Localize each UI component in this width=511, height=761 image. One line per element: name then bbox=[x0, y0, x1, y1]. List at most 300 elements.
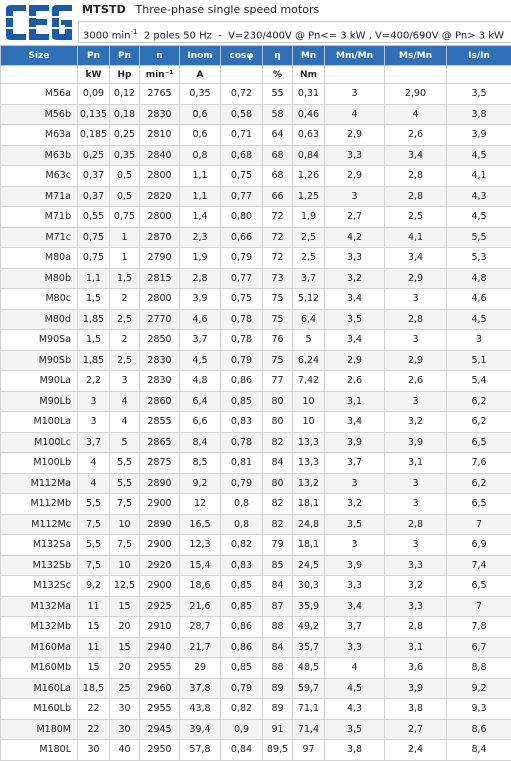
table-row bbox=[1, 473, 511, 494]
table-cell: 1,25 bbox=[293, 186, 325, 207]
table-cell: 10 bbox=[110, 514, 140, 535]
table-row bbox=[1, 125, 511, 146]
unit-cell: kW bbox=[78, 66, 110, 84]
table-cell: 0,63 bbox=[293, 125, 325, 146]
table-cell: 0,71 bbox=[221, 125, 263, 146]
table-cell: 89 bbox=[263, 699, 293, 720]
table-cell: 3,7 bbox=[293, 268, 325, 289]
table-cell: 91 bbox=[263, 719, 293, 740]
speed-label: 3000 min bbox=[83, 30, 131, 42]
table-cell: 5,5 bbox=[447, 227, 511, 248]
subtitle-row bbox=[78, 21, 511, 43]
table-cell: 3,1 bbox=[385, 453, 447, 474]
unit-cell bbox=[1, 66, 78, 84]
table-cell: 89,5 bbox=[263, 740, 293, 761]
table-cell: 3 bbox=[385, 494, 447, 515]
table-cell: 55 bbox=[263, 84, 293, 105]
table-cell: 3 bbox=[385, 473, 447, 494]
table-cell: 3,4 bbox=[325, 289, 385, 310]
column-header: Pn bbox=[78, 46, 110, 66]
table-cell: 4,8 bbox=[447, 268, 511, 289]
table-cell: 7,5 bbox=[78, 555, 110, 576]
table-cell: 2790 bbox=[140, 248, 180, 269]
table-cell: 2900 bbox=[140, 494, 180, 515]
table-cell: 3,3 bbox=[325, 248, 385, 269]
table-cell: 2800 bbox=[140, 166, 180, 187]
table-cell: 2,8 bbox=[385, 617, 447, 638]
table-cell: 2830 bbox=[140, 371, 180, 392]
table-cell: 15 bbox=[110, 637, 140, 658]
table-cell: 2800 bbox=[140, 207, 180, 228]
table-cell: 2865 bbox=[140, 432, 180, 453]
company-logo bbox=[2, 3, 74, 42]
table-row bbox=[1, 576, 511, 597]
table-cell: 7,6 bbox=[447, 453, 511, 474]
table-cell: 2,5 bbox=[385, 207, 447, 228]
table-cell: 0,8 bbox=[221, 514, 263, 535]
table-cell: 9,3 bbox=[447, 699, 511, 720]
table-row bbox=[1, 453, 511, 474]
table-cell: 2,5 bbox=[293, 248, 325, 269]
table-row bbox=[1, 740, 511, 761]
table-cell: 3,8 bbox=[447, 104, 511, 125]
table-cell: 0,75 bbox=[221, 166, 263, 187]
table-cell: 7 bbox=[447, 596, 511, 617]
table-cell: 0,75 bbox=[78, 248, 110, 269]
table-row bbox=[1, 678, 511, 699]
table-cell: 24,5 bbox=[293, 555, 325, 576]
subtitle-text: 2 poles 50 Hz - V=230/400V @ Pn<= 3 kW , V=400/690V @ Pn> 3 kW bbox=[137, 30, 504, 42]
table-cell: 0,82 bbox=[221, 699, 263, 720]
table-cell: 80 bbox=[263, 412, 293, 433]
table-cell: 13,2 bbox=[293, 473, 325, 494]
table-cell: 16,5 bbox=[180, 514, 221, 535]
table-cell: 0,86 bbox=[221, 617, 263, 638]
table-cell: 4 bbox=[78, 453, 110, 474]
unit-cell: Hp bbox=[110, 66, 140, 84]
table-cell: 3,8 bbox=[325, 740, 385, 761]
table-cell: 1,5 bbox=[110, 268, 140, 289]
unit-cell bbox=[385, 66, 447, 84]
table-cell: 0,85 bbox=[221, 576, 263, 597]
title-row bbox=[82, 3, 319, 16]
table-cell: 6,4 bbox=[293, 309, 325, 330]
table-cell: 1,9 bbox=[180, 248, 221, 269]
table-cell: 2830 bbox=[140, 350, 180, 371]
table-cell: 84 bbox=[263, 453, 293, 474]
table-cell: 37,8 bbox=[180, 678, 221, 699]
table-cell: 2,8 bbox=[180, 268, 221, 289]
table-cell: 3 bbox=[385, 535, 447, 556]
motor-size-cell: M100Lb bbox=[1, 453, 78, 474]
table-cell: 2 bbox=[110, 289, 140, 310]
table-cell: 5,5 bbox=[78, 494, 110, 515]
table-cell: 2 bbox=[110, 330, 140, 351]
table-cell: 0,68 bbox=[221, 145, 263, 166]
table-cell: 3,2 bbox=[325, 494, 385, 515]
table-row bbox=[1, 371, 511, 392]
table-row bbox=[1, 227, 511, 248]
table-cell: 2,8 bbox=[385, 309, 447, 330]
table-cell: 0,82 bbox=[221, 535, 263, 556]
table-cell: 6,7 bbox=[447, 637, 511, 658]
table-cell: 3,9 bbox=[385, 678, 447, 699]
table-cell: 0,09 bbox=[78, 84, 110, 105]
motor-size-cell: M112Mc bbox=[1, 514, 78, 535]
table-cell: 75 bbox=[263, 309, 293, 330]
motor-size-cell: M56a bbox=[1, 84, 78, 105]
table-cell: 68 bbox=[263, 145, 293, 166]
table-cell: 0,6 bbox=[180, 125, 221, 146]
table-cell: 0,55 bbox=[78, 207, 110, 228]
unit-cell: min⁻¹ bbox=[140, 66, 180, 84]
table-cell: 3,9 bbox=[325, 432, 385, 453]
table-cell: 2870 bbox=[140, 227, 180, 248]
table-row bbox=[1, 248, 511, 269]
table-cell: 5 bbox=[293, 330, 325, 351]
table-cell: 2770 bbox=[140, 309, 180, 330]
table-cell: 3 bbox=[385, 289, 447, 310]
table-cell: 0,37 bbox=[78, 186, 110, 207]
table-cell: 2,9 bbox=[385, 350, 447, 371]
table-cell: 0,5 bbox=[110, 186, 140, 207]
table-cell: 0,79 bbox=[221, 473, 263, 494]
table-cell: 3,4 bbox=[325, 596, 385, 617]
header-row bbox=[1, 46, 511, 66]
table-cell: 29 bbox=[180, 658, 221, 679]
table-cell: 2,6 bbox=[325, 371, 385, 392]
table-cell: 30 bbox=[110, 699, 140, 720]
table-cell: 3,4 bbox=[385, 248, 447, 269]
table-cell: 82 bbox=[263, 514, 293, 535]
table-row bbox=[1, 514, 511, 535]
table-cell: 0,5 bbox=[110, 166, 140, 187]
table-cell: 2910 bbox=[140, 617, 180, 638]
table-cell: 0,84 bbox=[293, 145, 325, 166]
table-cell: 73 bbox=[263, 268, 293, 289]
table-row bbox=[1, 535, 511, 556]
table-cell: 2950 bbox=[140, 740, 180, 761]
motor-size-cell: M132Mb bbox=[1, 617, 78, 638]
table-cell: 4 bbox=[110, 391, 140, 412]
table-cell: 3,3 bbox=[385, 596, 447, 617]
table-cell: 2,2 bbox=[78, 371, 110, 392]
table-cell: 20 bbox=[110, 617, 140, 638]
table-cell: 6,5 bbox=[447, 432, 511, 453]
table-cell: 13,3 bbox=[293, 432, 325, 453]
table-cell: 11 bbox=[78, 637, 110, 658]
table-cell: 2,5 bbox=[293, 227, 325, 248]
table-cell: 3,1 bbox=[385, 637, 447, 658]
table-cell: 28,7 bbox=[180, 617, 221, 638]
table-cell: 8,4 bbox=[180, 432, 221, 453]
table-cell: 7 bbox=[447, 514, 511, 535]
table-cell: 3,3 bbox=[325, 637, 385, 658]
table-cell: 21,6 bbox=[180, 596, 221, 617]
table-cell: 66 bbox=[263, 186, 293, 207]
table-cell: 2,7 bbox=[325, 207, 385, 228]
table-cell: 6,2 bbox=[447, 412, 511, 433]
table-cell: 0,6 bbox=[180, 104, 221, 125]
table-cell: 1,9 bbox=[293, 207, 325, 228]
table-cell: 0,79 bbox=[221, 248, 263, 269]
table-cell: 3,4 bbox=[325, 412, 385, 433]
table-cell: 3,4 bbox=[325, 330, 385, 351]
table-cell: 75 bbox=[263, 289, 293, 310]
table-cell: 87 bbox=[263, 596, 293, 617]
motor-size-cell: M132Sa bbox=[1, 535, 78, 556]
table-cell: 1,1 bbox=[180, 166, 221, 187]
motor-size-cell: M180L bbox=[1, 740, 78, 761]
table-cell: 3,8 bbox=[385, 699, 447, 720]
table-cell: 18,6 bbox=[180, 576, 221, 597]
table-cell: 2920 bbox=[140, 555, 180, 576]
table-row bbox=[1, 186, 511, 207]
table-row bbox=[1, 494, 511, 515]
table-cell: 7,8 bbox=[447, 617, 511, 638]
table-cell: 0,66 bbox=[221, 227, 263, 248]
table-cell: 6,9 bbox=[447, 535, 511, 556]
column-header: Mn bbox=[293, 46, 325, 66]
table-cell: 2875 bbox=[140, 453, 180, 474]
table-cell: 2860 bbox=[140, 391, 180, 412]
table-cell: 3,3 bbox=[325, 145, 385, 166]
table-cell: 0,75 bbox=[110, 207, 140, 228]
table-cell: 0,72 bbox=[221, 84, 263, 105]
table-cell: 4 bbox=[78, 473, 110, 494]
table-cell: 0,25 bbox=[78, 145, 110, 166]
table-cell: 4,2 bbox=[325, 227, 385, 248]
table-row bbox=[1, 637, 511, 658]
table-cell: 7,5 bbox=[78, 514, 110, 535]
table-cell: 2900 bbox=[140, 576, 180, 597]
column-header: n bbox=[140, 46, 180, 66]
table-row bbox=[1, 289, 511, 310]
table-cell: 0,85 bbox=[221, 391, 263, 412]
table-cell: 3 bbox=[385, 330, 447, 351]
table-cell: 4,3 bbox=[325, 699, 385, 720]
motor-size-cell: M71b bbox=[1, 207, 78, 228]
table-row bbox=[1, 84, 511, 105]
table-cell: 3,7 bbox=[180, 330, 221, 351]
table-cell: 1 bbox=[110, 248, 140, 269]
column-header: cosφ bbox=[221, 46, 263, 66]
table-cell: 85 bbox=[263, 555, 293, 576]
table-cell: 2955 bbox=[140, 699, 180, 720]
table-cell: 68 bbox=[263, 166, 293, 187]
table-cell: 3 bbox=[325, 535, 385, 556]
table-cell: 25 bbox=[110, 678, 140, 699]
table-cell: 18,5 bbox=[78, 678, 110, 699]
table-cell: 9,2 bbox=[447, 678, 511, 699]
table-cell: 72 bbox=[263, 248, 293, 269]
table-cell: 0,31 bbox=[293, 84, 325, 105]
table-cell: 0,8 bbox=[221, 494, 263, 515]
table-cell: 0,79 bbox=[221, 678, 263, 699]
table-cell: 1,85 bbox=[78, 309, 110, 330]
table-cell: 0,8 bbox=[180, 145, 221, 166]
table-cell: 97 bbox=[293, 740, 325, 761]
table-cell: 3,7 bbox=[78, 432, 110, 453]
table-cell: 0,86 bbox=[221, 637, 263, 658]
table-cell: 24,8 bbox=[293, 514, 325, 535]
table-cell: 6,2 bbox=[447, 473, 511, 494]
table-cell: 2,3 bbox=[180, 227, 221, 248]
motor-size-cell: M90Sb bbox=[1, 350, 78, 371]
motor-size-cell: M63c bbox=[1, 166, 78, 187]
table-cell: 2890 bbox=[140, 514, 180, 535]
motor-size-cell: M90Sa bbox=[1, 330, 78, 351]
table-cell: 84 bbox=[263, 576, 293, 597]
table-cell: 2900 bbox=[140, 535, 180, 556]
table-cell: 2810 bbox=[140, 125, 180, 146]
table-row bbox=[1, 309, 511, 330]
table-cell: 48,5 bbox=[293, 658, 325, 679]
table-cell: 6,2 bbox=[447, 391, 511, 412]
table-row bbox=[1, 412, 511, 433]
table-cell: 2,9 bbox=[385, 268, 447, 289]
table-cell: 2800 bbox=[140, 289, 180, 310]
table-cell: 7,5 bbox=[110, 494, 140, 515]
table-cell: 8,6 bbox=[447, 719, 511, 740]
table-cell: 77 bbox=[263, 371, 293, 392]
table-cell: 13,3 bbox=[293, 453, 325, 474]
table-cell: 4,5 bbox=[447, 309, 511, 330]
table-cell: 3,4 bbox=[385, 145, 447, 166]
table-cell: 2,5 bbox=[110, 309, 140, 330]
table-cell: 2,5 bbox=[110, 350, 140, 371]
table-cell: 3,6 bbox=[385, 658, 447, 679]
table-cell: 0,86 bbox=[221, 371, 263, 392]
unit-cell: Nm bbox=[293, 66, 325, 84]
motor-size-cell: M80c bbox=[1, 289, 78, 310]
table-cell: 8,8 bbox=[447, 658, 511, 679]
column-header: Inom bbox=[180, 46, 221, 66]
table-row bbox=[1, 166, 511, 187]
column-header: Pn bbox=[110, 46, 140, 66]
table-cell: 2840 bbox=[140, 145, 180, 166]
table-cell: 5,5 bbox=[110, 473, 140, 494]
motor-size-cell: M112Ma bbox=[1, 473, 78, 494]
motor-size-cell: M112Mb bbox=[1, 494, 78, 515]
table-row bbox=[1, 104, 511, 125]
table-row bbox=[1, 555, 511, 576]
column-header: Is/In bbox=[447, 46, 511, 66]
table-cell: 0,79 bbox=[221, 350, 263, 371]
table-cell: 76 bbox=[263, 330, 293, 351]
table-row bbox=[1, 719, 511, 740]
table-cell: 2945 bbox=[140, 719, 180, 740]
table-cell: 40 bbox=[110, 740, 140, 761]
table-cell: 6,5 bbox=[447, 494, 511, 515]
table-body bbox=[1, 84, 511, 761]
table-cell: 6,5 bbox=[447, 576, 511, 597]
table-cell: 58 bbox=[263, 104, 293, 125]
table-cell: 2830 bbox=[140, 104, 180, 125]
motor-size-cell: M80b bbox=[1, 268, 78, 289]
table-cell: 15 bbox=[78, 617, 110, 638]
unit-cell: % bbox=[263, 66, 293, 84]
table-cell: 59,7 bbox=[293, 678, 325, 699]
motor-size-cell: M160Mb bbox=[1, 658, 78, 679]
table-cell: 18,1 bbox=[293, 535, 325, 556]
table-cell: 0,78 bbox=[221, 330, 263, 351]
table-cell: 2,9 bbox=[325, 125, 385, 146]
page-header bbox=[0, 0, 511, 45]
table-cell: 0,9 bbox=[221, 719, 263, 740]
table-cell: 2815 bbox=[140, 268, 180, 289]
table-cell: 1,1 bbox=[78, 268, 110, 289]
table-cell: 1,4 bbox=[180, 207, 221, 228]
table-cell: 11 bbox=[78, 596, 110, 617]
table-cell: 20 bbox=[110, 658, 140, 679]
unit-cell: A bbox=[180, 66, 221, 84]
table-cell: 6,6 bbox=[180, 412, 221, 433]
table-cell: 2940 bbox=[140, 637, 180, 658]
table-cell: 80 bbox=[263, 473, 293, 494]
table-cell: 3 bbox=[325, 84, 385, 105]
table-cell: 3,5 bbox=[325, 309, 385, 330]
table-cell: 72 bbox=[263, 207, 293, 228]
table-cell: 5 bbox=[110, 432, 140, 453]
table-cell: 0,37 bbox=[78, 166, 110, 187]
table-cell: 2925 bbox=[140, 596, 180, 617]
table-cell: 3 bbox=[78, 412, 110, 433]
table-cell: 2855 bbox=[140, 412, 180, 433]
motor-size-cell: M71a bbox=[1, 186, 78, 207]
table-cell: 0,75 bbox=[78, 227, 110, 248]
table-cell: 0,78 bbox=[221, 309, 263, 330]
table-cell: 5,12 bbox=[293, 289, 325, 310]
table-cell: 0,35 bbox=[110, 145, 140, 166]
motor-size-cell: M90Lb bbox=[1, 391, 78, 412]
motor-size-cell: M63a bbox=[1, 125, 78, 146]
table-cell: 10 bbox=[110, 555, 140, 576]
table-cell: 5,4 bbox=[447, 371, 511, 392]
table-cell: 0,77 bbox=[221, 186, 263, 207]
table-cell: 2820 bbox=[140, 186, 180, 207]
page-title: Three-phase single speed motors bbox=[135, 3, 320, 16]
table-cell: 1,5 bbox=[78, 330, 110, 351]
table-cell: 71,4 bbox=[293, 719, 325, 740]
table-row bbox=[1, 617, 511, 638]
table-cell: 5,5 bbox=[110, 453, 140, 474]
column-header: Ms/Mn bbox=[385, 46, 447, 66]
unit-cell bbox=[325, 66, 385, 84]
motor-size-cell: M56b bbox=[1, 104, 78, 125]
column-header: η bbox=[263, 46, 293, 66]
table-cell: 3,5 bbox=[447, 84, 511, 105]
table-cell: 0,81 bbox=[221, 453, 263, 474]
table-cell: 2,4 bbox=[385, 740, 447, 761]
table-cell: 35,7 bbox=[293, 637, 325, 658]
table-cell: 0,77 bbox=[221, 268, 263, 289]
table-cell: 57,8 bbox=[180, 740, 221, 761]
table-cell: 30 bbox=[110, 719, 140, 740]
motor-size-cell: M132Sc bbox=[1, 576, 78, 597]
table-cell: 4,5 bbox=[447, 207, 511, 228]
table-cell: 64 bbox=[263, 125, 293, 146]
table-cell: 2,6 bbox=[385, 371, 447, 392]
table-cell: 2,6 bbox=[385, 125, 447, 146]
table-cell: 84 bbox=[263, 637, 293, 658]
table-cell: 15 bbox=[110, 596, 140, 617]
table-cell: 4 bbox=[325, 658, 385, 679]
table-cell: 2890 bbox=[140, 473, 180, 494]
table-cell: 0,35 bbox=[180, 84, 221, 105]
table-cell: 0,46 bbox=[293, 104, 325, 125]
motor-size-cell: M160Ma bbox=[1, 637, 78, 658]
